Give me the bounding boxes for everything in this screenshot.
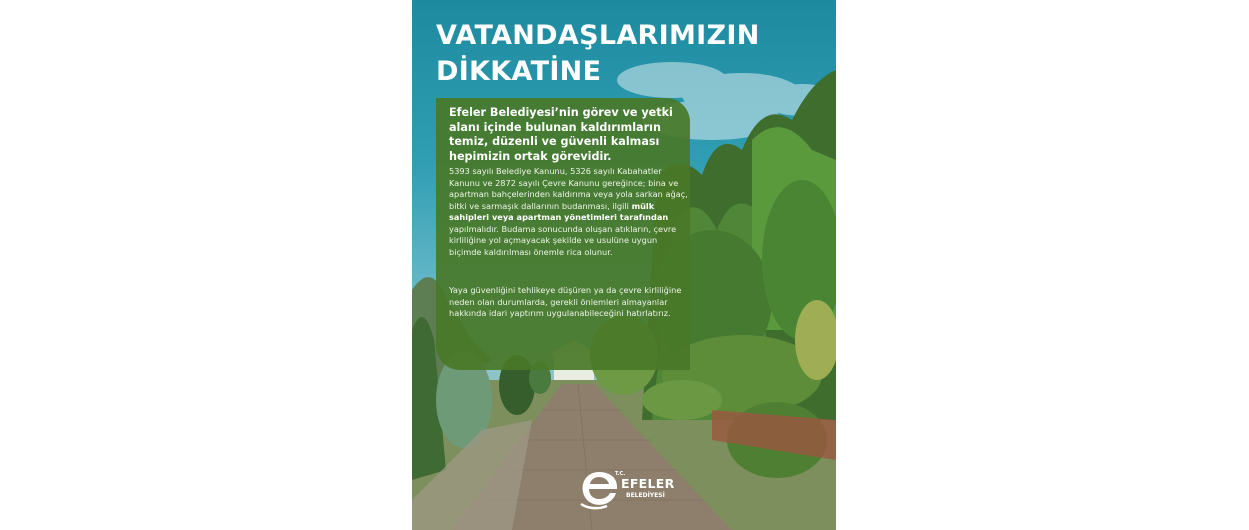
announcement-poster bbox=[412, 0, 836, 530]
title-line-1: VATANDAŞLARIMIZIN bbox=[436, 20, 760, 51]
body-paragraph-1 bbox=[449, 166, 689, 258]
logo-tc-label: T.C. bbox=[615, 471, 626, 477]
body-paragraph-2: Yaya güvenliğini tehlikeye düşüren ya da çevre kirliliğine neden olan durumlarda, gerekli önlemleri almayanlar hakkında idari yaptırım uygulanabileceğini hatırlatırız. bbox=[449, 285, 682, 318]
body1-text-a: 5393 sayılı Belediye Kanunu, 5326 sayılı Kabahatler Kanunu ve 2872 sayılı Çevre Kanunu gereğince; bina ve apartman bahçelerinden kaldırıma veya yola sarkan ağaç, bitki ve sarmaşık dallarının budanması, ilgili bbox=[449, 166, 688, 211]
body1-emphasis: mülk sahipleri veya apartman yönetimleri tarafından bbox=[449, 200, 669, 222]
body1-text-b: yapılmalıdır. Budama sonucunda oluşan atıkların, çevre kirliliğine yol açmayacak şekilde ve usulüne uygun biçimde kaldırılması önemle rica olunur. bbox=[449, 223, 677, 257]
logo-subtitle: BELEDİYESİ bbox=[626, 492, 665, 499]
page-title bbox=[436, 18, 760, 90]
lead-paragraph: Efeler Belediyesi’nin görev ve yetki alanı içinde bulunan kaldırımların temiz, düzenli ve güvenli kalması hepimizin ortak görevidir. bbox=[449, 106, 673, 163]
efeler-logo bbox=[577, 466, 687, 510]
title-line-2: DİKKATİNE bbox=[436, 56, 602, 87]
logo-name: EFELER bbox=[621, 476, 675, 491]
